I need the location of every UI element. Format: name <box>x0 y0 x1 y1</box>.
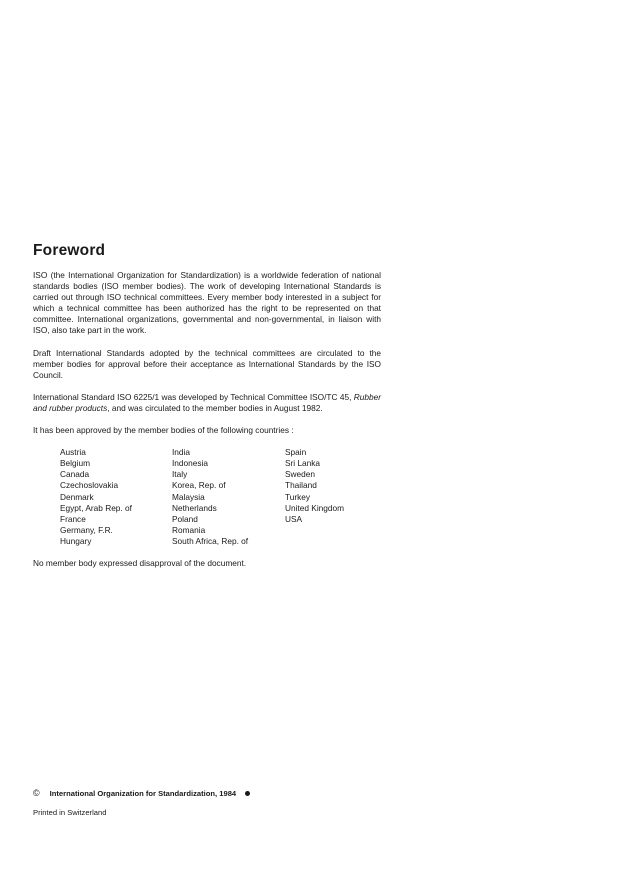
country-column-2 <box>172 447 285 547</box>
country-item: Poland <box>172 513 198 524</box>
country-column-1 <box>60 447 172 547</box>
country-item: Hungary <box>60 535 92 546</box>
country-item: Italy <box>172 469 188 480</box>
country-item: USA <box>285 513 303 524</box>
country-item: Germany, F.R. <box>60 524 113 535</box>
committee-title: Rubber and rubber products <box>33 391 381 413</box>
country-item: India <box>172 447 190 458</box>
page-title: Foreword <box>33 242 106 259</box>
country-item: Malaysia <box>172 491 205 502</box>
approval-intro: It has been approved by the member bodies of the following countries : <box>33 425 294 436</box>
copyright-icon: © <box>33 788 40 798</box>
country-item: Egypt, Arab Rep. of <box>60 502 132 513</box>
country-item: Austria <box>60 447 86 458</box>
copyright-line <box>33 788 250 798</box>
bullet-icon <box>245 791 250 796</box>
country-item: Sri Lanka <box>285 458 321 469</box>
country-item: France <box>60 513 86 524</box>
country-item: United Kingdom <box>285 502 345 513</box>
country-item: Korea, Rep. of <box>172 480 226 491</box>
foreword-body <box>33 270 381 569</box>
paragraph-draft-standards: Draft International Standards adopted by the technical committees are circulated to the member bodies for approval before their acceptance as International Standards by the ISO Council. <box>33 347 381 380</box>
printed-in-note: Printed in Switzerland <box>33 808 107 817</box>
country-item: South Africa, Rep. of <box>172 535 249 546</box>
paragraph-standard-text-end: , and was circulated to the member bodies in August 1982. <box>107 402 323 413</box>
country-item: Belgium <box>60 458 90 469</box>
country-item: Netherlands <box>172 502 217 513</box>
country-item: Spain <box>285 447 307 458</box>
country-item: Czechoslovakia <box>60 480 119 491</box>
closing-statement: No member body expressed disapproval of the document. <box>33 557 247 568</box>
country-column-3 <box>285 447 395 547</box>
country-item: Romania <box>172 524 206 535</box>
country-list <box>60 447 381 547</box>
paragraph-iso-federation: ISO (the International Organization for Standardization) is a worldwide federation of national standards bodies (ISO member bodies). The work of developing International Standards is carried out through ISO technical committees. Every member body interested in a subject for which a technical committee has been authorized has the right to be represented on that committee. International organizations, governmental and non-governmental, in liaison with ISO, also take part in the work. <box>33 270 381 336</box>
paragraph-standard-development <box>33 392 381 414</box>
country-item: Canada <box>60 469 90 480</box>
country-item: Sweden <box>285 469 315 480</box>
paragraph-standard-text-start: International Standard ISO 6225/1 was developed by Technical Committee ISO/TC 45, <box>33 391 354 402</box>
country-item: Thailand <box>285 480 317 491</box>
country-item: Indonesia <box>172 458 208 469</box>
country-item: Denmark <box>60 491 94 502</box>
copyright-text: International Organization for Standardization, 1984 <box>49 788 237 798</box>
country-item: Turkey <box>285 491 311 502</box>
